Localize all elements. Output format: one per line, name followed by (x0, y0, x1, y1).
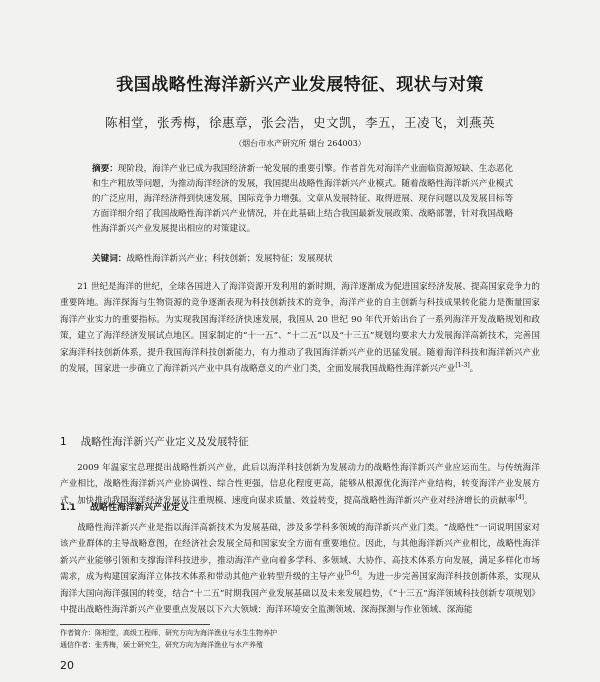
intro-paragraph: 21 世纪是海洋的世纪，全球各国进入了海洋资源开发利用的新时期，海洋逐渐成为促进国家经济发展、提高国家竞争力的重要阵地。海洋探海与生物资源的竞争逐渐表现为科技创新技术的竞争，海洋产业的自主创新与科技成果转化能力是衡量国家海洋产业实力的重要指标。为实现我国海洋经济快速发展，我国从 20 世纪 90 年代开始出台了一系列海洋开发战略规划和政策，建立了海洋经济发展试点地区。国家制定的“十一五”、“十二五”以及“十三五”规划均要求大力发展海洋高新技术，完善国家海洋科技创新体系，提升我国海洋科技创新能力，有力推动了我国海洋新兴产业的迅猛发展。随着海洋科技和海洋新兴产业的发展，国家进一步确立了海洋新兴产业中具有战略意义的产业门类，全面发展我国战略性海洋新兴产业[1-3]。 (60, 282, 540, 375)
subsection-heading-1-1 (60, 500, 189, 513)
subsection-paragraph (60, 520, 540, 618)
abstract (92, 162, 517, 237)
abstract-text: 现阶段，海洋产业已成为我国经济新一轮发展的重要引擎。作者首先对海洋产业面临资源短缺、生态恶化和生产粗放等问题，为推动海洋经济的发展，我国提出战略性海洋新兴产业模式。随着战略性海洋新兴产业模式的广泛应用，海洋经济得到快速发展，国际竞争力增强。文章从发展特征、取得进展、现存问题以及发展目标等方面详细介绍了我国战略性海洋新兴产业情况，并在此基础上结合我国最新发展政策、战略部署，针对我国战略性海洋新兴产业发展提出相应的对策建议。 (92, 164, 514, 234)
page-number: 20 (60, 659, 74, 672)
keywords (92, 252, 517, 267)
intro-text: 21 世纪是海洋的世纪，全球各国进入了海洋资源开发利用的新时期，海洋逐渐成为促进国家经济发展、提高国家竞争力的重要阵地。海洋探海与生物资源的竞争逐渐表现为科技创新技术的竞争，海洋产业的自主创新与科技成果转化能力是衡量国家海洋产业实力的重要指标。为实现我国海洋经济快速发展，我国从 20 世纪 90 年代开始出台了一系列海洋开发战略规划和政策，建立了海洋经济发展试点地区。国家制定的“十一五”、“十二五”以及“十三五”规划均要求大力发展海洋高新技术，完善国家海洋科技创新体系，提升我国海洋科技创新能力，有力推动了我国海洋新兴产业的迅猛发展。随着海洋科技和海洋新兴产业的发展，国家进一步确立了海洋新兴产业中具有战略意义的产业门类，全面发展我国战略性海洋新兴产业 (60, 282, 540, 375)
footnote-rule (60, 624, 210, 625)
subsection-citation: [5-6] (344, 570, 359, 578)
affiliation: （烟台市水产研究所 烟台 264003） (234, 139, 366, 148)
subsection-text-b: 。为进一步完善国家海洋科技创新体系，实现从海洋大国向海洋强国的转变，结合“十二五”时期我国产业发展基础以及未来发展趋势，《“十三五”海洋领域科技创新专项规划》中提出战略性海洋新兴产业要重点发展以下六大领域：海洋环境安全监测领域、深海探测与作业领域、深海能 (60, 572, 540, 616)
footnote-contact: 通信作者：张秀梅，硕士研究生，研究方向为海洋渔业与水产养殖 (60, 641, 263, 649)
keywords-text: 战略性海洋新兴产业；科技创新；发展特征；发展现状 (126, 254, 333, 264)
section-heading-1 (60, 434, 249, 449)
subsection-text-a: 战略性海洋新兴产业是指以海洋高新技术为发展基础，涉及多学科多领域的海洋新兴产业门类。“战略性”一词说明国家对该产业群体的主导战略意图，在经济社会发展全局和国家安全方面有重要地位。因此，与其他海洋新兴产业相比，战略性海洋新兴产业能够引领和支撑海洋科技进步，推动海洋产业向着多学科、多领域、大协作、高技术体系方向发展，满足多样化市场需求，成为构建国家海洋立体技术体系和带动其他产业转型升级的主导产业 (60, 523, 540, 583)
section-number-1: 1 (60, 436, 67, 448)
section1-paragraph: 2009 年温家宝总理提出战略性新兴产业，此后以海洋科技创新为发展动力的战略性海洋新兴产业应运而生。与传统海洋产业相比，战略性海洋新兴产业协调性、综合性更强，信息化程度更高，能够从根源优化海洋产业结构，转变海洋产业发展方式，加快推动我国海洋经济发展从注重规模、速度向谋求质量、效益转变，提高战略性海洋新兴产业对经济增长的贡献率[4]。 (60, 463, 540, 506)
footnote-author: 作者简介：陈相堂，高级工程师，研究方向为海洋渔业与水生生物养护 (60, 629, 277, 637)
intro-citation: [1-3] (455, 362, 470, 370)
section1-citation: [4] (515, 493, 524, 501)
section-title-1: 战略性海洋新兴产业定义及发展特征 (80, 436, 249, 448)
keywords-label: 关键词： (92, 254, 127, 264)
section1-text: 2009 年温家宝总理提出战略性新兴产业，此后以海洋科技创新为发展动力的战略性海洋新兴产业应运而生。与传统海洋产业相比，战略性海洋新兴产业协调性、综合性更强，信息化程度更高，能够从根源优化海洋产业结构，转变海洋产业发展方式，加快推动我国海洋经济发展从注重规模、速度向谋求质量、效益转变，提高战略性海洋新兴产业对经济增长的贡献率 (60, 463, 540, 506)
subsection-title: 战略性海洋新兴产业定义 (89, 503, 189, 513)
author-list: 陈相堂，张秀梅，徐惠章，张会浩，史文凯，李五，王凌飞，刘燕英 (104, 115, 495, 130)
paper-title: 我国战略性海洋新兴产业发展特征、现状与对策 (116, 75, 484, 95)
abstract-label: 摘要： (92, 164, 118, 174)
subsection-number: 1.1 (60, 503, 76, 513)
